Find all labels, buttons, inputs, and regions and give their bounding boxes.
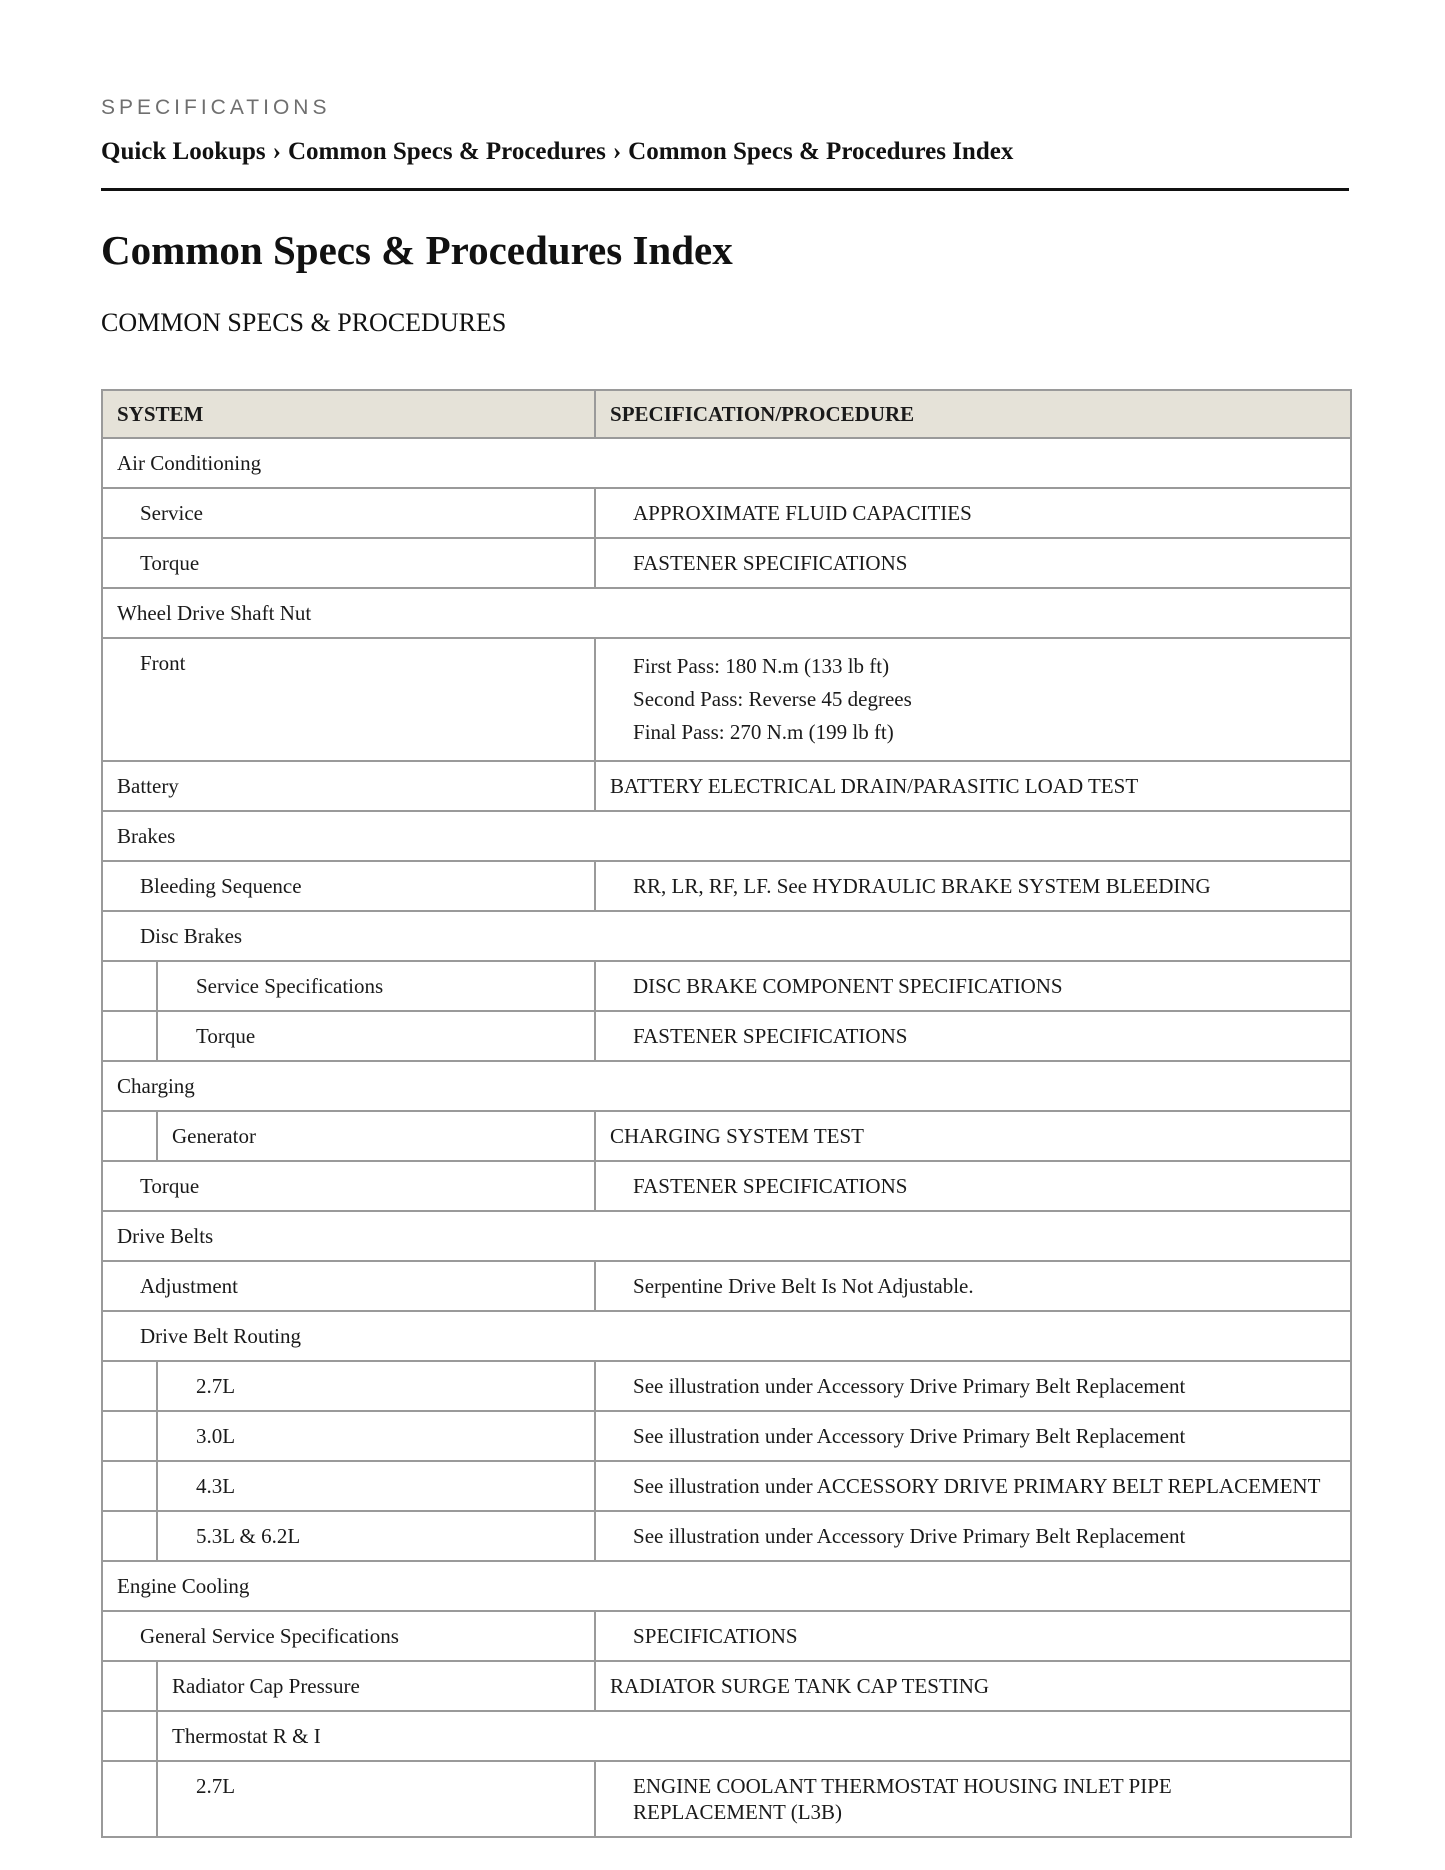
indent-gutter [102, 1111, 157, 1161]
system-label: Torque [196, 1024, 256, 1048]
system-label: 2.7L [196, 1774, 236, 1798]
system-label: Radiator Cap Pressure [172, 1674, 360, 1698]
indent-gutter [102, 1011, 157, 1061]
table-row [102, 761, 1351, 811]
spec-link[interactable]: See illustration under ACCESSORY DRIVE PRIMARY BELT REPLACEMENT [633, 1474, 1321, 1498]
table-row [102, 488, 1351, 538]
system-label: Torque [140, 1174, 200, 1198]
spec-link[interactable]: FASTENER SPECIFICATIONS [633, 1024, 908, 1048]
table-row [102, 1311, 1351, 1361]
spec-line: ENGINE COOLANT THERMOSTAT HOUSING INLET PIPE [633, 1774, 1172, 1798]
table-row [102, 1461, 1351, 1511]
table-row [102, 911, 1351, 961]
table-row [102, 1611, 1351, 1661]
breadcrumb-separator: › [612, 138, 622, 165]
spec-link[interactable]: APPROXIMATE FLUID CAPACITIES [633, 501, 972, 525]
spec-line: First Pass: 180 N.m (133 lb ft) [633, 654, 890, 678]
table-row [102, 1161, 1351, 1211]
spec-line: REPLACEMENT (L3B) [633, 1800, 843, 1824]
indent-gutter [102, 1511, 157, 1561]
system-label: 5.3L & 6.2L [196, 1524, 301, 1548]
table-row [102, 588, 1351, 638]
indent-gutter [102, 1661, 157, 1711]
breadcrumb-quick-lookups[interactable]: Quick Lookups [101, 138, 266, 165]
indent-gutter [102, 1411, 157, 1461]
indent-gutter [102, 1361, 157, 1411]
table-row [102, 638, 1351, 761]
spec-link[interactable]: RADIATOR SURGE TANK CAP TESTING [610, 1674, 990, 1698]
table-row [102, 1061, 1351, 1111]
system-group-label: Drive Belts [117, 1224, 214, 1248]
table-row [102, 1761, 1351, 1837]
section-heading: COMMON SPECS & PROCEDURES [101, 308, 507, 337]
system-label: Front [140, 651, 186, 675]
table-row [102, 1511, 1351, 1561]
table-row [102, 811, 1351, 861]
table-row [102, 1111, 1351, 1161]
spec-link[interactable]: CHARGING SYSTEM TEST [610, 1124, 864, 1148]
system-group-label: Air Conditioning [117, 451, 262, 475]
system-label: Torque [140, 551, 200, 575]
spec-link[interactable]: FASTENER SPECIFICATIONS [633, 1174, 908, 1198]
spec-line: Final Pass: 270 N.m (199 lb ft) [633, 720, 894, 744]
table-row [102, 1011, 1351, 1061]
spec-link[interactable]: See illustration under Accessory Drive Primary Belt Replacement [633, 1374, 1186, 1398]
table-row [102, 1261, 1351, 1311]
table-row [102, 438, 1351, 488]
spec-link[interactable]: RR, LR, RF, LF. See HYDRAULIC BRAKE SYSTEM BLEEDING [633, 874, 1211, 898]
system-group-label: Engine Cooling [117, 1574, 250, 1598]
column-header-specification: SPECIFICATION/PROCEDURE [595, 390, 1351, 438]
breadcrumb-current-page[interactable]: Common Specs & Procedures Index [628, 138, 1014, 165]
page-title: Common Specs & Procedures Index [101, 227, 733, 273]
spec-link[interactable]: SPECIFICATIONS [633, 1624, 798, 1648]
system-label: Battery [117, 774, 179, 798]
system-label: Service [140, 501, 203, 525]
table-row [102, 1411, 1351, 1461]
table-row [102, 1661, 1351, 1711]
header-divider [101, 188, 1349, 191]
system-label: 2.7L [196, 1374, 236, 1398]
system-label: Generator [172, 1124, 256, 1148]
indent-gutter [102, 1461, 157, 1511]
indent-gutter [102, 1711, 157, 1761]
system-group-label: Brakes [117, 824, 176, 848]
spec-link[interactable]: FASTENER SPECIFICATIONS [633, 551, 908, 575]
system-subgroup-label: Disc Brakes [140, 924, 243, 948]
table-row [102, 1211, 1351, 1261]
table-row [102, 1361, 1351, 1411]
breadcrumb [101, 138, 1013, 166]
table-row [102, 861, 1351, 911]
table-header-row [102, 390, 1351, 438]
spec-text [596, 639, 1350, 760]
table-row [102, 961, 1351, 1011]
indent-gutter [102, 961, 157, 1011]
indent-gutter [102, 1761, 157, 1837]
table-row [102, 1711, 1351, 1761]
system-label: Bleeding Sequence [140, 874, 302, 898]
breadcrumb-common-specs[interactable]: Common Specs & Procedures [288, 138, 606, 165]
specs-table [101, 389, 1352, 1838]
spec-link[interactable] [596, 1762, 1350, 1836]
system-group-label: Charging [117, 1074, 195, 1098]
system-label: General Service Specifications [140, 1624, 399, 1648]
spec-link[interactable]: See illustration under Accessory Drive Primary Belt Replacement [633, 1524, 1186, 1548]
spec-link[interactable]: See illustration under Accessory Drive Primary Belt Replacement [633, 1424, 1186, 1448]
table-row [102, 538, 1351, 588]
system-label: Adjustment [140, 1274, 238, 1298]
section-kicker: SPECIFICATIONS [101, 96, 331, 119]
system-subgroup-label: Drive Belt Routing [140, 1324, 301, 1348]
system-label: 3.0L [196, 1424, 236, 1448]
spec-line: Second Pass: Reverse 45 degrees [633, 687, 912, 711]
breadcrumb-separator: › [272, 138, 281, 165]
system-label: Service Specifications [196, 974, 384, 998]
spec-text: Serpentine Drive Belt Is Not Adjustable. [633, 1274, 974, 1298]
system-subgroup-label: Thermostat R & I [172, 1724, 321, 1748]
table-row [102, 1561, 1351, 1611]
system-group-label: Wheel Drive Shaft Nut [117, 601, 312, 625]
spec-link[interactable]: BATTERY ELECTRICAL DRAIN/PARASITIC LOAD TEST [610, 774, 1139, 798]
column-header-system: SYSTEM [102, 390, 595, 438]
system-label: 4.3L [196, 1474, 236, 1498]
spec-link[interactable]: DISC BRAKE COMPONENT SPECIFICATIONS [633, 974, 1063, 998]
